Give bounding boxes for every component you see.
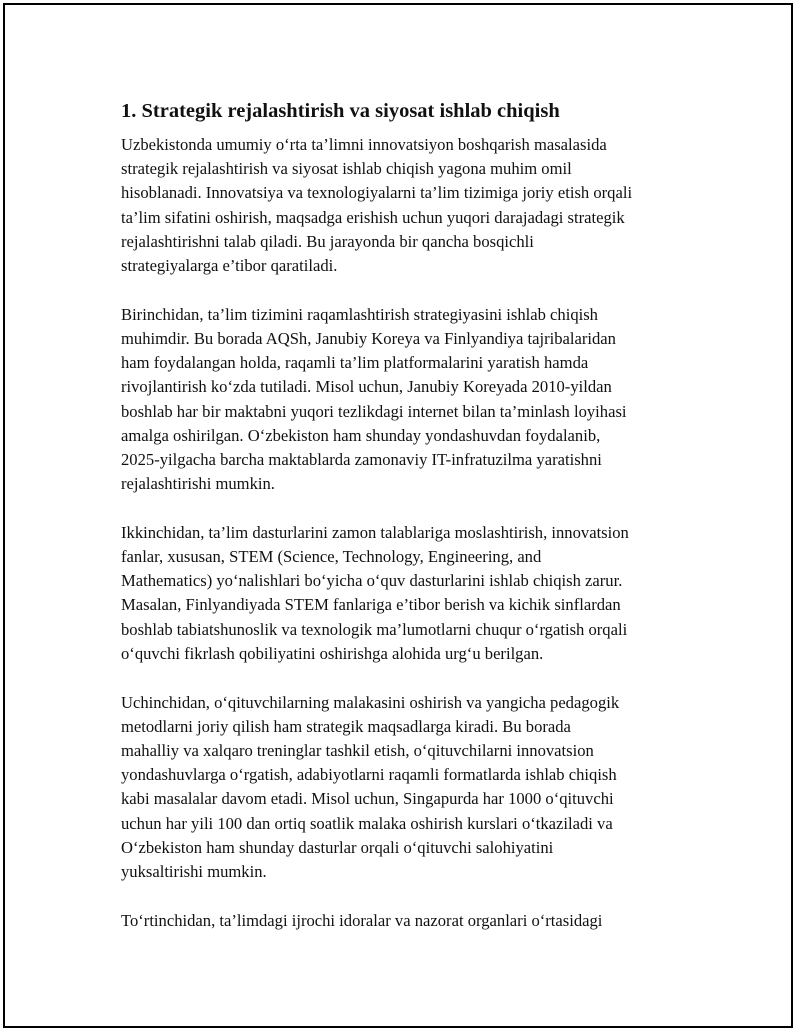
paragraph-third: [121, 691, 701, 885]
text-line: strategiyalarga e’tibor qaratiladi.: [121, 256, 338, 276]
text-line: Birinchidan, ta’lim tizimini raqamlashtirish strategiyasini ishlab chiqish: [121, 304, 598, 324]
text-line: kabi masalalar davom etadi. Misol uchun, Singapurda har 1000 o‘qituvchi: [121, 789, 614, 809]
section-heading: 1. Strategik rejalashtirish va siyosat ishlab chiqish: [121, 100, 560, 122]
text-line: Uzbekistonda umumiy o‘rta ta’limni innovatsiyon boshqarish masalasida: [121, 135, 607, 154]
text-line: o‘quvchi fikrlash qobiliyatini oshirishga alohida urg‘u berilgan.: [121, 643, 544, 663]
text-line: Uchinchidan, o‘qituvchilarning malakasini oshirish va yangicha pedagogik: [121, 692, 620, 712]
text-line: fanlar, xususan, STEM (Science, Technology, Engineering, and: [121, 547, 542, 567]
text-line: 2025-yilgacha barcha maktablarda zamonaviy IT-infratuzilma yaratishni: [121, 449, 602, 469]
text-line: yondashuvlarga o‘rgatish, adabiyotlarni raqamli formatlarda ishlab chiqish: [121, 765, 617, 785]
text-line: mahalliy va xalqaro treninglar tashkil etish, o‘qituvchilarni innovatsion: [121, 740, 594, 760]
text-line: muhimdir. Bu borada AQSh, Janubiy Koreya va Finlyandiya tajribalaridan: [121, 328, 616, 348]
text-line: uchun har yili 100 dan ortiq soatlik malaka oshirish kurslari o‘tkaziladi va: [121, 813, 613, 833]
text-line: yuksaltirishi mumkin.: [121, 861, 267, 881]
text-line: To‘rtinchidan, ta’limdagi ijrochi idoralar va nazorat organlari o‘rtasidagi: [121, 910, 603, 930]
text-line: strategik rejalashtirish va siyosat ishlab chiqish yagona muhim omil: [121, 159, 572, 179]
text-line: O‘zbekiston ham shunday dasturlar orqali o‘qituvchi salohiyatini: [121, 837, 554, 857]
text-line: rejalashtirishi mumkin.: [121, 474, 275, 494]
text-line: Masalan, Finlyandiyada STEM fanlariga e’tibor berish va kichik sinflardan: [121, 595, 621, 615]
paragraph-intro: [121, 133, 701, 278]
text-line: amalga oshirilgan. O‘zbekiston ham shunday yondashuvdan foydalanib,: [121, 425, 601, 445]
text-line: boshlab har bir maktabni yuqori tezlikdagi internet bilan ta’minlash loyihasi: [121, 401, 627, 421]
paragraph-first: [121, 303, 701, 497]
page-frame: [3, 3, 793, 1028]
text-line: ham foydalangan holda, raqamli ta’lim platformalarini yaratish hamda: [121, 353, 589, 373]
text-line: Mathematics) yo‘nalishlari bo‘yicha o‘quv dasturlarini ishlab chiqish zarur.: [121, 571, 623, 591]
document-body: [121, 97, 701, 957]
text-line: rejalashtirishni talab qiladi. Bu jarayonda bir qancha bosqichli: [121, 231, 534, 251]
paragraph-fourth: [121, 909, 701, 933]
text-line: ta’lim sifatini oshirish, maqsadga erishish uchun yuqori darajadagi strategik: [121, 207, 625, 227]
text-line: boshlab tabiatshunoslik va texnologik ma’lumotlarni chuqur o‘rgatish orqali: [121, 619, 628, 639]
text-line: hisoblanadi. Innovatsiya va texnologiyalarni ta’lim tizimiga joriy etish orqali: [121, 183, 633, 203]
text-line: Ikkinchidan, ta’lim dasturlarini zamon talablariga moslashtirish, innovatsion: [121, 522, 629, 542]
text-line: rivojlantirish ko‘zda tutiladi. Misol uchun, Janubiy Koreyada 2010-yildan: [121, 377, 612, 397]
text-line: metodlarni joriy qilish ham strategik maqsadlarga kiradi. Bu borada: [121, 716, 571, 736]
paragraph-second: [121, 521, 701, 666]
